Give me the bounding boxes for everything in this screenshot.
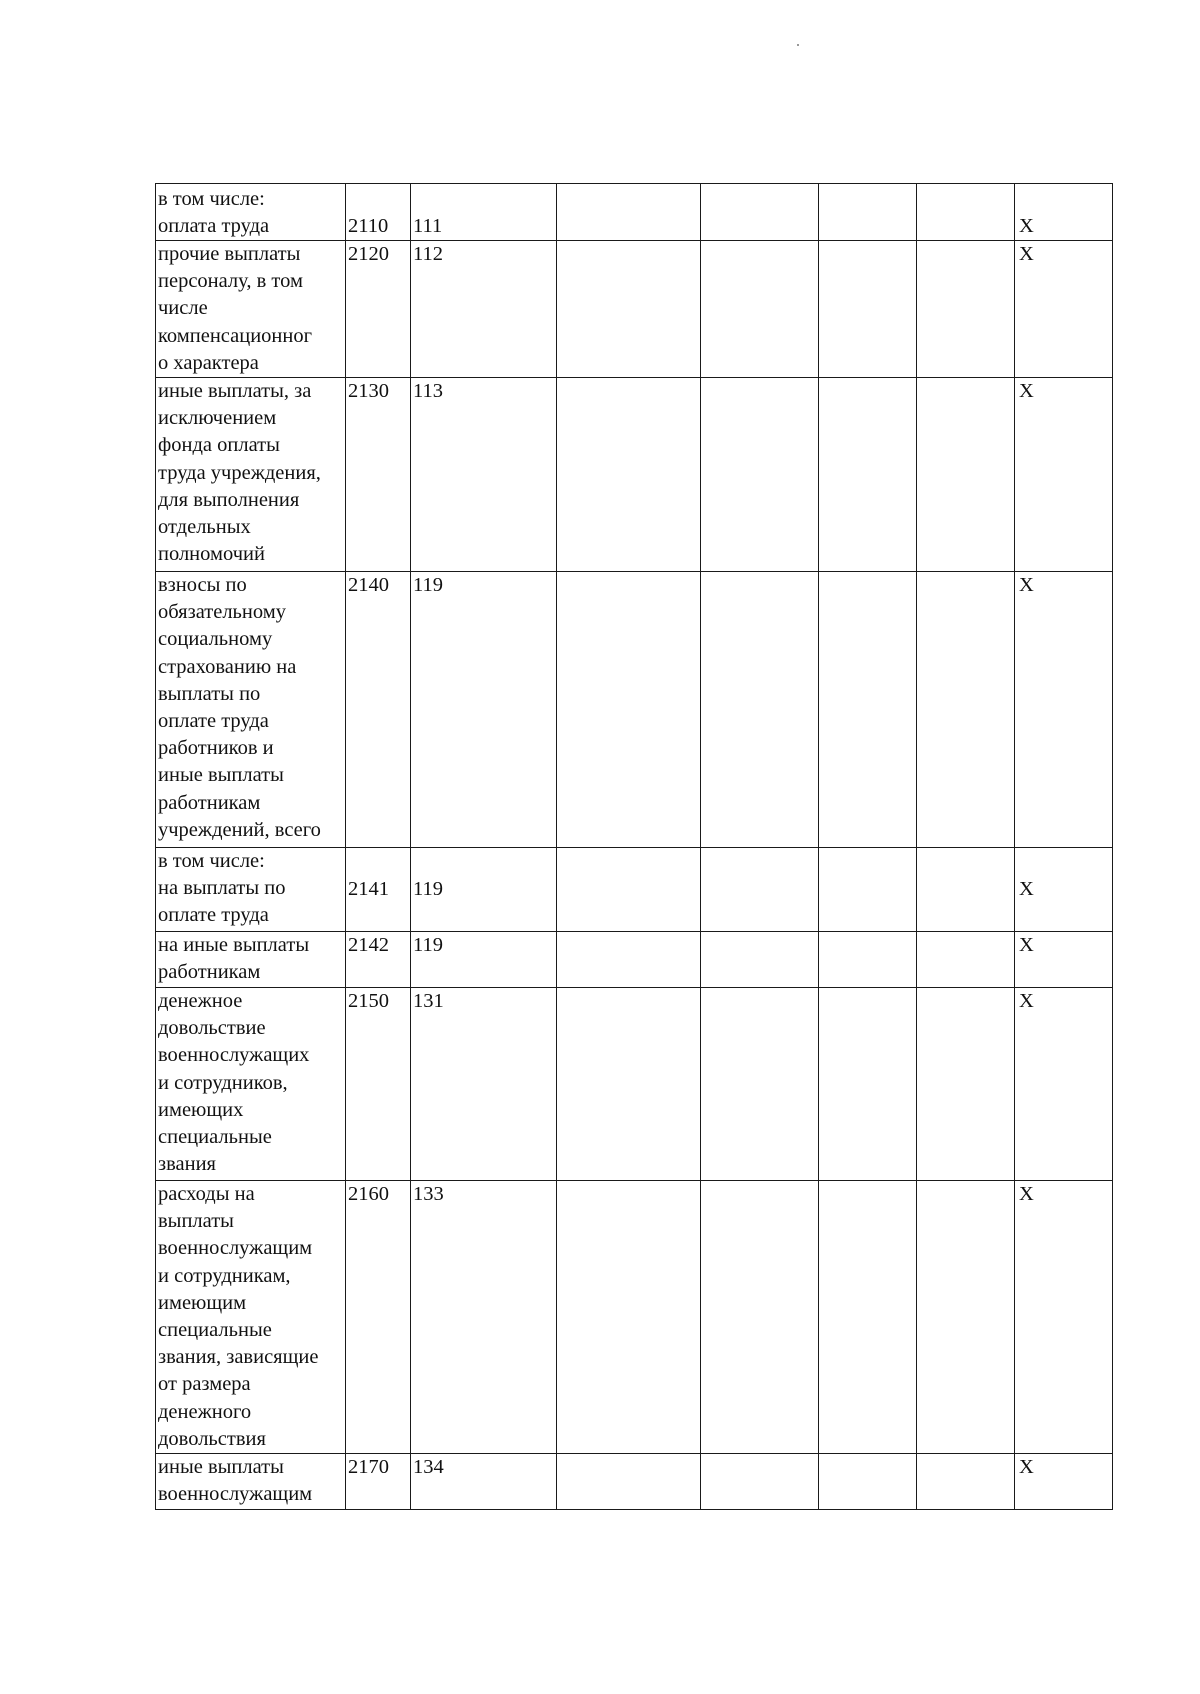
kbk-cell: 119 <box>411 848 557 932</box>
kbk-cell: 119 <box>411 572 557 848</box>
empty-cell <box>819 1181 917 1454</box>
empty-cell <box>557 1181 701 1454</box>
table-row <box>156 932 1113 988</box>
line-code-cell: 2160 <box>346 1181 411 1454</box>
mark-cell: X <box>1015 1454 1113 1510</box>
empty-cell <box>819 378 917 572</box>
kbk-cell: 112 <box>411 241 557 378</box>
table-row <box>156 1181 1113 1454</box>
line-code-cell: 2110 <box>346 184 411 241</box>
empty-cell <box>917 241 1015 378</box>
table-row <box>156 988 1113 1181</box>
empty-cell <box>917 1454 1015 1510</box>
table-row <box>156 241 1113 378</box>
kbk-cell: 111 <box>411 184 557 241</box>
line-code-cell: 2130 <box>346 378 411 572</box>
empty-cell <box>917 572 1015 848</box>
mark-cell: X <box>1015 184 1113 241</box>
empty-cell <box>701 988 819 1181</box>
mark-cell: X <box>1015 1181 1113 1454</box>
row-name-cell: прочие выплаты персоналу, в том числе компенсационног о характера <box>156 241 346 378</box>
line-code-cell: 2140 <box>346 572 411 848</box>
empty-cell <box>819 241 917 378</box>
row-name-cell: в том числе: оплата труда <box>156 184 346 241</box>
mark-cell: X <box>1015 572 1113 848</box>
kbk-cell: 131 <box>411 988 557 1181</box>
mark-cell: X <box>1015 378 1113 572</box>
line-code-cell: 2142 <box>346 932 411 988</box>
table-row <box>156 848 1113 932</box>
kbk-cell: 113 <box>411 378 557 572</box>
empty-cell <box>917 1181 1015 1454</box>
empty-cell <box>557 988 701 1181</box>
table-row <box>156 184 1113 241</box>
row-name-cell: в том числе: на выплаты по оплате труда <box>156 848 346 932</box>
row-name-cell: иные выплаты, за исключением фонда оплаты труда учреждения, для выполнения отдельных полномочий <box>156 378 346 572</box>
empty-cell <box>819 184 917 241</box>
table-row <box>156 378 1113 572</box>
empty-cell <box>701 241 819 378</box>
mark-cell: X <box>1015 932 1113 988</box>
budget-table <box>155 183 1113 1510</box>
row-name-cell: иные выплаты военнослужащим <box>156 1454 346 1510</box>
empty-cell <box>819 572 917 848</box>
table-row <box>156 1454 1113 1510</box>
empty-cell <box>557 1454 701 1510</box>
line-code-cell: 2120 <box>346 241 411 378</box>
empty-cell <box>701 378 819 572</box>
empty-cell <box>819 932 917 988</box>
line-code-cell: 2141 <box>346 848 411 932</box>
empty-cell <box>557 378 701 572</box>
scan-speck <box>797 44 799 46</box>
empty-cell <box>917 378 1015 572</box>
row-name-cell: взносы по обязательному социальному страхованию на выплаты по оплате труда работников и иные выплаты работникам учреждений, всего <box>156 572 346 848</box>
empty-cell <box>701 572 819 848</box>
mark-cell: X <box>1015 848 1113 932</box>
empty-cell <box>917 184 1015 241</box>
empty-cell <box>701 848 819 932</box>
row-name-cell: расходы на выплаты военнослужащим и сотрудникам, имеющим специальные звания, зависящие от размера денежного довольствия <box>156 1181 346 1454</box>
empty-cell <box>701 1454 819 1510</box>
kbk-cell: 134 <box>411 1454 557 1510</box>
mark-cell: X <box>1015 988 1113 1181</box>
mark-cell: X <box>1015 241 1113 378</box>
empty-cell <box>557 241 701 378</box>
empty-cell <box>917 988 1015 1181</box>
empty-cell <box>917 932 1015 988</box>
empty-cell <box>917 848 1015 932</box>
empty-cell <box>557 572 701 848</box>
empty-cell <box>819 1454 917 1510</box>
empty-cell <box>557 184 701 241</box>
row-name-cell: денежное довольствие военнослужащих и сотрудников, имеющих специальные звания <box>156 988 346 1181</box>
empty-cell <box>557 932 701 988</box>
row-name-cell: на иные выплаты работникам <box>156 932 346 988</box>
empty-cell <box>819 988 917 1181</box>
empty-cell <box>701 932 819 988</box>
line-code-cell: 2150 <box>346 988 411 1181</box>
kbk-cell: 119 <box>411 932 557 988</box>
empty-cell <box>701 1181 819 1454</box>
empty-cell <box>819 848 917 932</box>
line-code-cell: 2170 <box>346 1454 411 1510</box>
table-row <box>156 572 1113 848</box>
kbk-cell: 133 <box>411 1181 557 1454</box>
empty-cell <box>557 848 701 932</box>
empty-cell <box>701 184 819 241</box>
